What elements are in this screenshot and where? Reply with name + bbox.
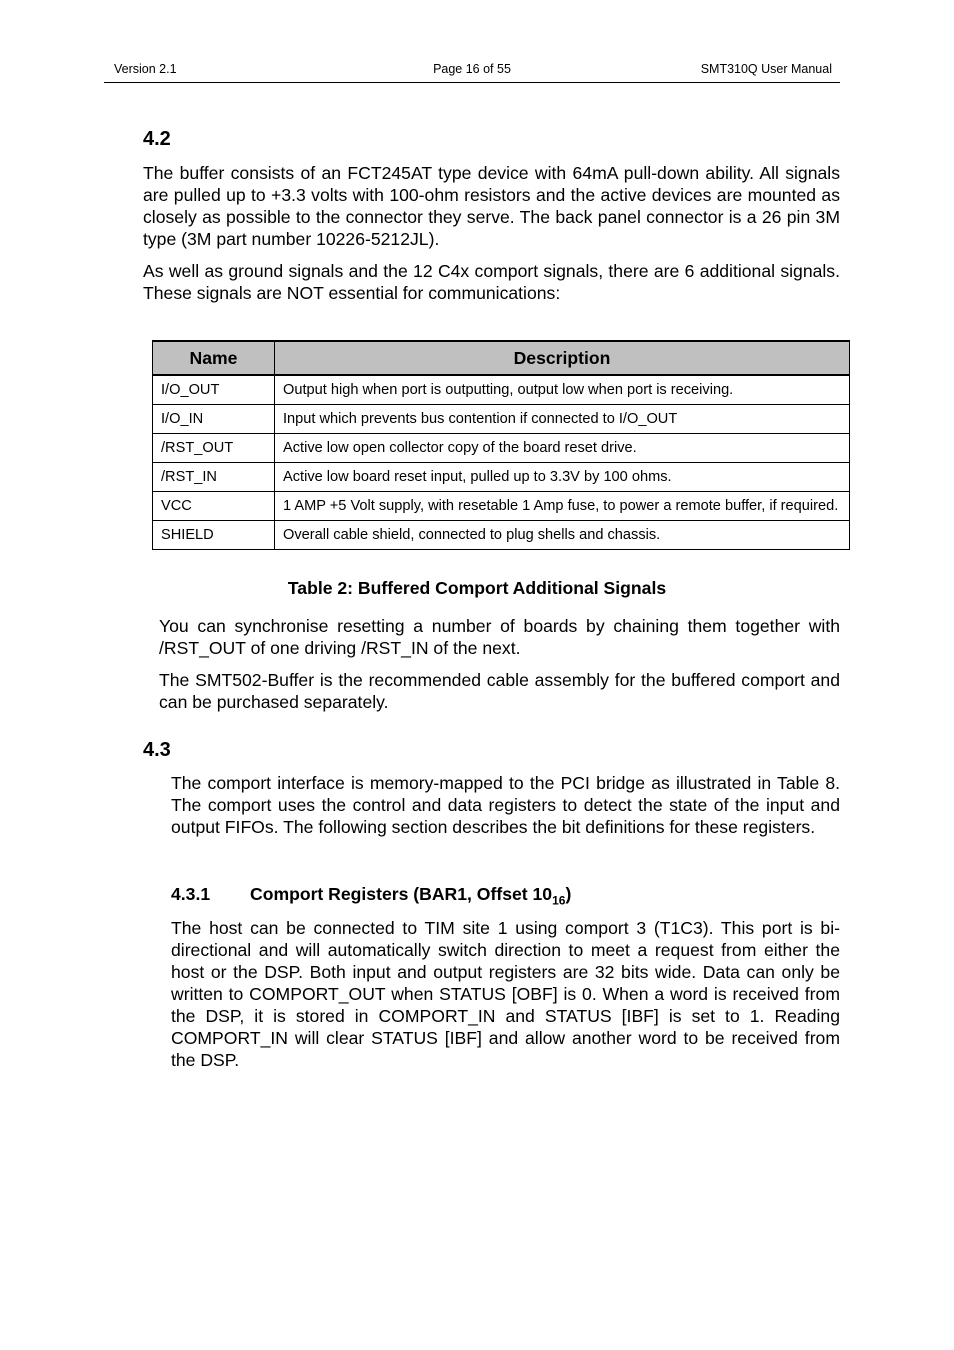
- signal-description: Output high when port is outputting, output low when port is receiving.: [275, 375, 850, 405]
- section-4-3-1-title: Comport Registers (BAR1, Offset 10: [250, 884, 553, 904]
- column-header-description: Description: [275, 341, 850, 375]
- section-4-3-1-subscript: 16: [552, 893, 566, 908]
- header-page-number: Page 16 of 55: [433, 62, 511, 76]
- smt502-buffer-paragraph: The SMT502-Buffer is the recommended cable assembly for the buffered comport and can be purchased separately.: [159, 670, 840, 712]
- section-4-2-heading: 4.2: [143, 128, 171, 150]
- signal-description: Overall cable shield, connected to plug shells and chassis.: [275, 521, 850, 550]
- signal-description: 1 AMP +5 Volt supply, with resetable 1 Amp fuse, to power a remote buffer, if required.: [275, 492, 850, 521]
- table-row: [153, 434, 850, 463]
- header-manual-title: SMT310Q User Manual: [700, 62, 832, 76]
- signal-description: Active low open collector copy of the board reset drive.: [275, 434, 850, 463]
- section-4-2-paragraph-1: The buffer consists of an FCT245AT type device with 64mA pull-down ability. All signals are pulled up to +3.3 volts with 100-ohm resistors and the active devices are mounted as closely as possible to the connector they serve. The back panel connector is a 26 pin 3M type (3M part number 10226-5212JL).: [143, 163, 840, 249]
- signal-name: /RST_OUT: [153, 434, 275, 463]
- header-version: Version 2.1: [114, 62, 177, 76]
- table-row: [153, 463, 850, 492]
- section-4-3-1-heading: [171, 884, 571, 908]
- table-header-row: [153, 341, 850, 375]
- page-header: [104, 62, 840, 83]
- section-4-2-paragraph-2: As well as ground signals and the 12 C4x comport signals, there are 6 additional signals. These signals are NOT essential for communications:: [143, 261, 840, 303]
- table-row: [153, 492, 850, 521]
- section-4-3-1-number: 4.3.1: [171, 884, 211, 904]
- table-caption: Table 2: Buffered Comport Additional Signals: [287, 578, 667, 598]
- signal-name: I/O_OUT: [153, 375, 275, 405]
- signals-table: [152, 340, 850, 550]
- table-row: [153, 375, 850, 405]
- signal-description: Input which prevents bus contention if connected to I/O_OUT: [275, 405, 850, 434]
- section-4-3-1-paragraph: The host can be connected to TIM site 1 using comport 3 (T1C3). This port is bi-directional and will automatically switch direction to meet a request from either the host or the DSP. Both input and output registers are 32 bits wide. Data can only be written to COMPORT_OUT when STATUS [OBF] is 0. When a word is received from the DSP, it is stored in COMPORT_IN and STATUS [IBF] is set to 1. Reading COMPORT_IN will clear STATUS [IBF] and allow another word to be received from the DSP.: [171, 918, 840, 1070]
- table-row: [153, 405, 850, 434]
- signal-name: SHIELD: [153, 521, 275, 550]
- section-4-3-paragraph: The comport interface is memory-mapped to the PCI bridge as illustrated in Table 8. The comport uses the control and data registers to detect the state of the input and output FIFOs. The following section describes the bit definitions for these registers.: [171, 773, 840, 837]
- section-4-3-heading: 4.3: [143, 739, 171, 761]
- column-header-name: Name: [153, 341, 275, 375]
- synchronise-paragraph: You can synchronise resetting a number of boards by chaining them together with /RST_OUT of one driving /RST_IN of the next.: [159, 616, 840, 658]
- table-row: [153, 521, 850, 550]
- signal-name: I/O_IN: [153, 405, 275, 434]
- signal-name: /RST_IN: [153, 463, 275, 492]
- section-4-3-1-title-end: ): [565, 884, 572, 904]
- signal-name: VCC: [153, 492, 275, 521]
- signal-description: Active low board reset input, pulled up to 3.3V by 100 ohms.: [275, 463, 850, 492]
